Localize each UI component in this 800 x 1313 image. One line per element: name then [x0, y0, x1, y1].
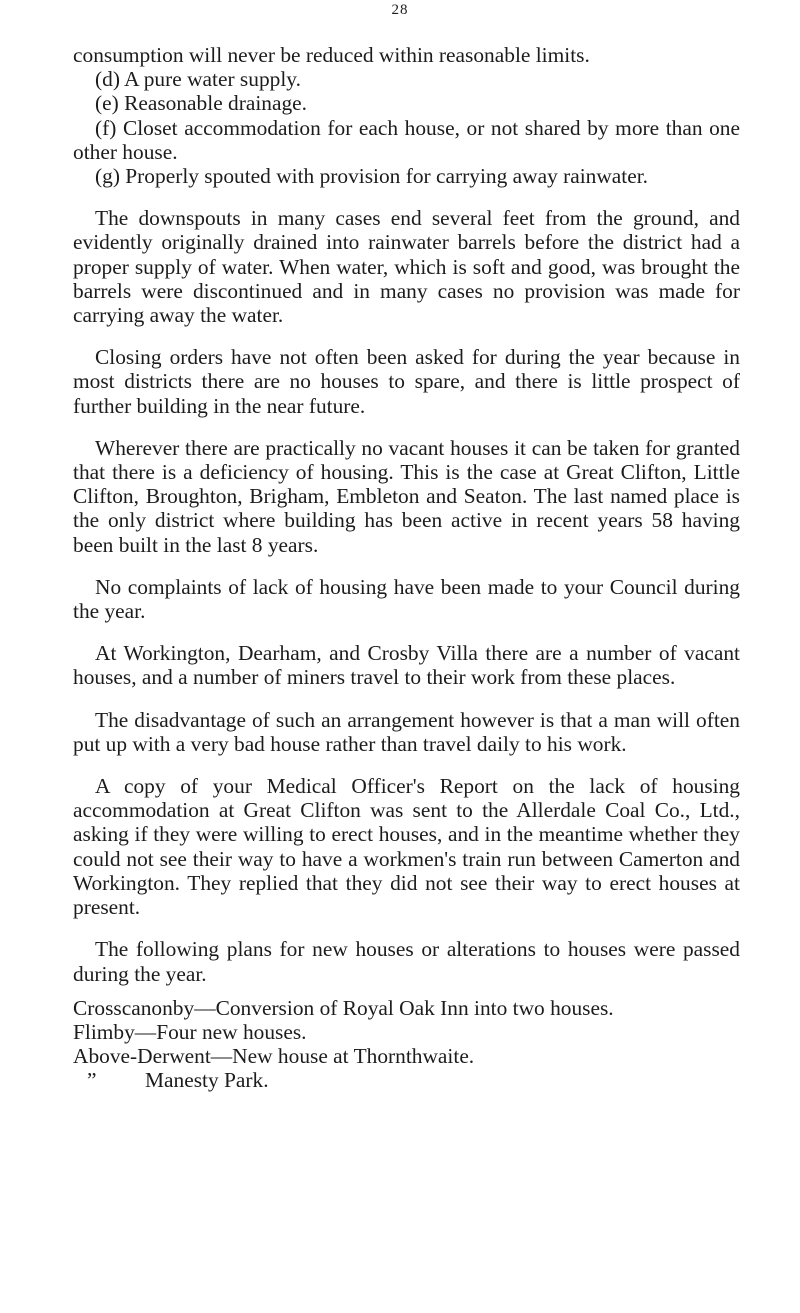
plan-entry: Crosscanonby—Conversion of Royal Oak Inn into two houses.	[73, 995, 614, 1020]
requirements-list	[73, 67, 740, 188]
list-item: (g) Properly spouted with provision for carrying away rainwater.	[95, 164, 649, 189]
paragraph-downspouts: The downspouts in many cases end several feet from the ground, and evidently originally drained into rainwater barrels before the district had a proper supply of water. When water, which is soft and good, was brought the barrels were discontinued and in many cases no provision was made for carrying away the water.	[73, 206, 740, 328]
paragraph-deficiency: Wherever there are practically no vacant houses it can be taken for granted that there is a deficiency of housing. This is the case at Great Clifton, Little Clifton, Broughton, Brigham, Embleton and Seaton. The last named place is the only district where building has been active in recent years 58 having been built in the last 8 years.	[73, 435, 740, 557]
page-number: 28	[391, 2, 409, 18]
plan-entry: Above-Derwent—New house at Thornthwaite.	[73, 1044, 475, 1069]
paragraph-complaints: No complaints of lack of housing have been made to your Council during the year.	[73, 574, 740, 624]
plan-entry-ditto	[73, 1068, 740, 1092]
paragraph-disadvantage: The disadvantage of such an arrangement however is that a man will often put up with a very bad house rather than travel daily to his work.	[73, 707, 740, 756]
plan-entry: Flimby—Four new houses.	[73, 1019, 307, 1044]
ditto-mark: ”	[87, 1068, 97, 1093]
paragraph-vacant-houses: At Workington, Dearham, and Crosby Villa there are a number of vacant houses, and a number of miners travel to their work from these places.	[73, 641, 740, 690]
paragraph-closing-orders: Closing orders have not often been asked for during the year because in most districts there are no houses to spare, and there is little prospect of further building in the near future.	[73, 345, 740, 418]
list-item: (f) Closet accommodation for each house, or not shared by more than one other house.	[73, 115, 740, 164]
paragraph-plans-intro: The following plans for new houses or alterations to houses were passed during the year.	[73, 937, 740, 986]
list-item: (e) Reasonable drainage.	[95, 91, 308, 116]
ditto-text: Manesty Park.	[145, 1068, 269, 1093]
list-item: (d) A pure water supply.	[95, 67, 301, 92]
continuation-text: consumption will never be reduced within reasonable limits.	[73, 43, 590, 67]
paragraph-report-copy: A copy of your Medical Officer's Report on the lack of housing accommodation at Great Clifton was sent to the Allerdale Coal Co., Ltd., asking if they were willing to erect houses, and in the meantime whether they could not see their way to have a workmen's train run between Camerton and Workington. They replied that they did not see their way to erect houses at present.	[73, 774, 740, 920]
plans-list	[73, 996, 740, 1093]
report-body	[73, 43, 740, 1093]
